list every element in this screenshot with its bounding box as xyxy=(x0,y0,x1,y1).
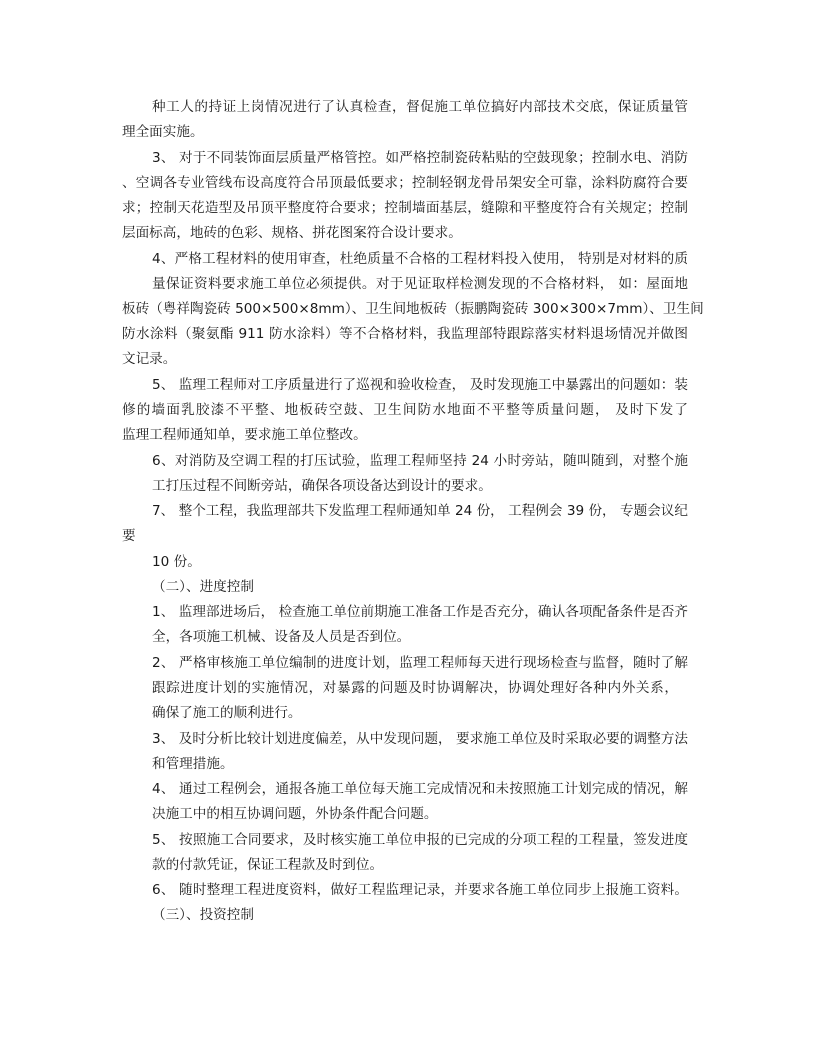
text-line: 要 xyxy=(122,528,136,544)
text-line: 3、 对于不同装饰面层质量严格管控。如严格控制瓷砖粘贴的空鼓现象；控制水电、消防 xyxy=(152,150,688,166)
text-line: 和管理措施。 xyxy=(152,756,234,772)
text-line: 3、 及时分析比较计划进度偏差，从中发现问题， 要求施工单位及时采取必要的调整方法 xyxy=(152,731,688,747)
text-line: 4、 通过工程例会，通报各施工单位每天施工完成情况和未按照施工计划完成的情况，解 xyxy=(152,781,688,797)
text-line: 求；控制天花造型及吊顶平整度符合要求；控制墙面基层，缝隙和平整度符合有关规定；控制 xyxy=(122,200,688,216)
text-line: 板砖（粤祥陶瓷砖 500×500×8mm）、卫生间地板砖（振鹏陶瓷砖 300×300×7mm）、卫生间 xyxy=(122,301,704,317)
text-line: 、空调各专业管线布设高度符合吊顶最低要求；控制轻钢龙骨吊架安全可靠，涂料防腐符合要 xyxy=(122,175,688,191)
text-line: 7、 整个工程，我监理部共下发监理工程师通知单 24 份， 工程例会 39 份， 专题会议纪 xyxy=(152,503,688,519)
text-line: 工打压过程不间断旁站，确保各项设备达到设计的要求。 xyxy=(152,478,492,494)
text-line: 防水涂料（聚氨酯 911 防水涂料）等不合格材料，我监理部特跟踪落实材料退场情况并做图 xyxy=(122,326,688,342)
section-heading: （二）、进度控制 xyxy=(152,579,254,595)
text-line: 4、严格工程材料的使用审查，杜绝质量不合格的工程材料投入使用， 特别是对材料的质 xyxy=(152,251,688,267)
text-line: 监理工程师通知单，要求施工单位整改。 xyxy=(122,427,367,443)
text-line: 文记录。 xyxy=(122,351,177,367)
section-heading: （三）、投资控制 xyxy=(152,907,254,923)
text-line: 种工人的持证上岗情况进行了认真检查，督促施工单位搞好内部技术交底，保证质量管 xyxy=(152,99,688,115)
text-line: 量保证资料要求施工单位必须提供。对于见证取样检测发现的不合格材料， 如：屋面地 xyxy=(152,276,688,292)
text-line: 6、对消防及空调工程的打压试验，监理工程师坚持 24 小时旁站，随叫随到，对整个施 xyxy=(152,453,688,469)
text-line: 5、 按照施工合同要求，及时核实施工单位申报的已完成的分项工程的工程量，签发进度 xyxy=(152,832,688,848)
text-line: 全，各项施工机械、设备及人员是否到位。 xyxy=(152,629,411,645)
text-line: 修的墙面乳胶漆不平整、地板砖空鼓、卫生间防水地面不平整等质量问题， 及时下发了 xyxy=(122,402,688,418)
text-line: 跟踪进度计划的实施情况，对暴露的问题及时协调解决，协调处理好各种内外关系， xyxy=(152,680,678,696)
text-line: 1、 监理部进场后， 检查施工单位前期施工准备工作是否充分，确认各项配备条件是否齐 xyxy=(152,604,688,620)
text-line: 10 份。 xyxy=(152,554,201,570)
text-line: 决施工中的相互协调问题，外协条件配合问题。 xyxy=(152,806,438,822)
text-line: 6、 随时整理工程进度资料，做好工程监理记录，并要求各施工单位同步上报施工资料。 xyxy=(152,882,688,898)
text-line: 5、 监理工程师对工序质量进行了巡视和验收检查， 及时发现施工中暴露出的问题如：装 xyxy=(152,377,688,393)
text-line: 2、 严格审核施工单位编制的进度计划，监理工程师每天进行现场检查与监督，随时了解 xyxy=(152,655,688,671)
text-line: 款的付款凭证，保证工程款及时到位。 xyxy=(152,857,384,873)
text-line: 理全面实施。 xyxy=(122,124,204,140)
text-line: 确保了施工的顺利进行。 xyxy=(152,705,302,721)
text-line: 层面标高，地砖的色彩、规格、拼花图案符合设计要求。 xyxy=(122,225,462,241)
